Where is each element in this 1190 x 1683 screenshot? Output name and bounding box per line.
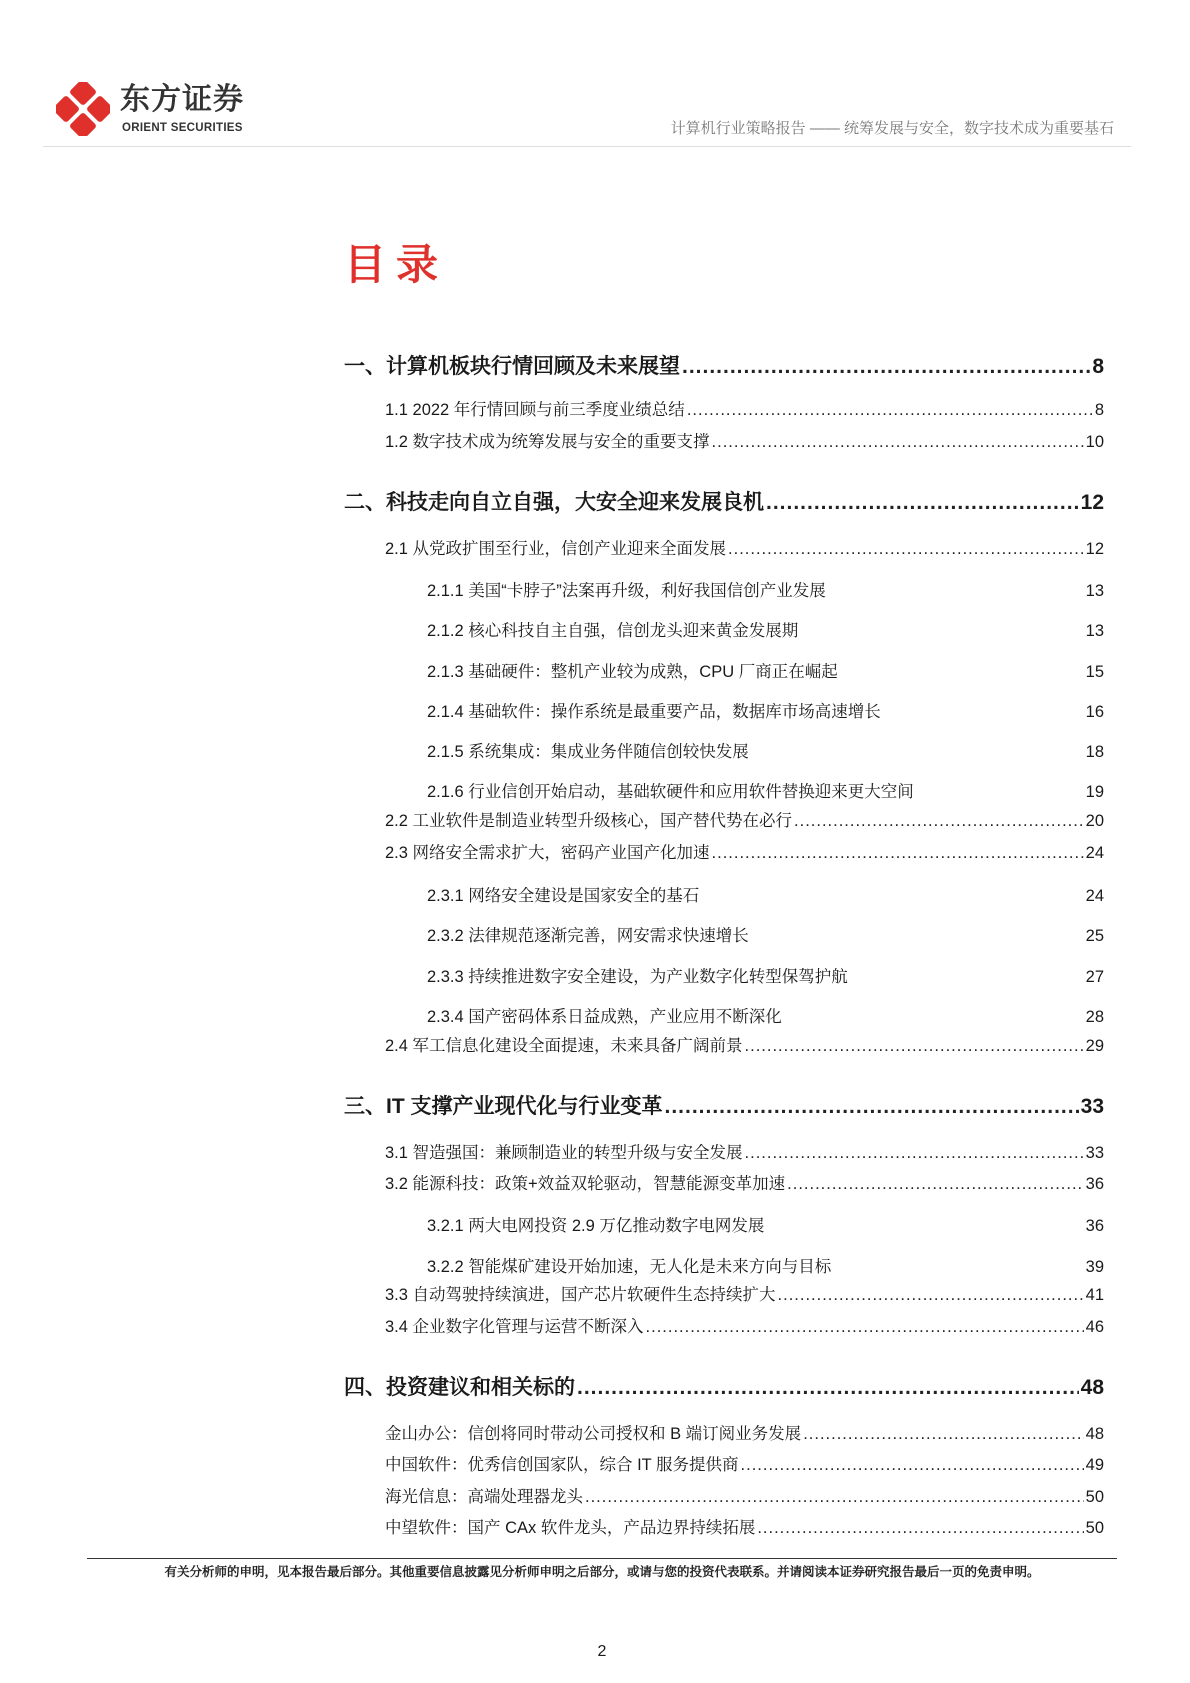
toc-entry-label: 2.1.1 美国“卡脖子”法案再升级，利好我国信创产业发展 — [427, 582, 826, 600]
toc-entry-label: 三、IT 支撑产业现代化与行业变革 — [344, 1095, 663, 1118]
toc-entry-label: 2.3.3 持续推进数字安全建设，为产业数字化转型保驾护航 — [427, 968, 848, 986]
toc-entry[interactable] — [427, 742, 1104, 763]
toc-entry[interactable] — [385, 539, 1104, 560]
report-title: 计算机行业策略报告 —— 统筹发展与安全，数字技术成为重要基石 — [670, 120, 1114, 137]
toc-entry[interactable] — [344, 1094, 1104, 1120]
toc-entry-label: 2.3 网络安全需求扩大，密码产业国产化加速 — [385, 844, 710, 862]
toc-leader-dots — [803, 1424, 1083, 1445]
toc-leader-dots — [778, 1285, 1084, 1306]
toc-entry-page: 18 — [1085, 743, 1104, 761]
toc-entry-label: 中国软件：优秀信创国家队，综合 IT 服务提供商 — [385, 1456, 739, 1474]
toc-entry[interactable] — [427, 967, 1104, 988]
orient-securities-logo-icon — [56, 82, 110, 136]
toc-entry[interactable] — [385, 432, 1104, 453]
toc-leader-dots — [712, 432, 1084, 453]
toc-entry[interactable] — [344, 1375, 1104, 1401]
toc-entry-label: 2.1.6 行业信创开始启动，基础软硬件和应用软件替换迎来更大空间 — [427, 783, 914, 801]
toc-entry-page: 13 — [1085, 622, 1104, 640]
toc-entry-label: 2.1.4 基础软件：操作系统是最重要产品，数据库市场高速增长 — [427, 703, 881, 721]
toc-entry-label: 2.1.3 基础硬件：整机产业较为成熟，CPU 厂商正在崛起 — [427, 663, 838, 681]
toc-entry-label: 2.3.1 网络安全建设是国家安全的基石 — [427, 887, 700, 905]
toc-entry[interactable] — [385, 1487, 1104, 1508]
toc-entry-page: 50 — [1085, 1488, 1104, 1506]
toc-entry-label: 四、投资建议和相关标的 — [344, 1376, 575, 1399]
toc-entry-page: 8 — [1094, 401, 1104, 419]
brand-name-en: ORIENT SECURITIES — [122, 122, 243, 134]
toc-entry-page: 25 — [1085, 927, 1104, 945]
toc-heading: 目录 — [344, 241, 449, 288]
footer-divider — [87, 1558, 1117, 1559]
toc-entry[interactable] — [385, 1424, 1104, 1445]
toc-entry[interactable] — [344, 490, 1104, 516]
toc-entry-label: 2.1 从党政扩围至行业，信创产业迎来全面发展 — [385, 540, 727, 558]
toc-entry[interactable] — [385, 400, 1104, 421]
toc-entry-label: 2.2 工业软件是制造业转型升级核心，国产替代势在必行 — [385, 812, 793, 830]
toc-leader-dots — [766, 490, 1079, 516]
toc-entry[interactable] — [427, 581, 1104, 602]
toc-leader-dots — [745, 1036, 1084, 1057]
toc-entry[interactable] — [385, 1285, 1104, 1306]
toc-entry-page: 39 — [1085, 1258, 1104, 1276]
toc-entry-page: 8 — [1092, 355, 1104, 378]
toc-entry[interactable] — [427, 886, 1104, 907]
toc-entry-label: 2.1.2 核心科技自主自强，信创龙头迎来黄金发展期 — [427, 622, 799, 640]
toc-entry-page: 33 — [1080, 1095, 1104, 1118]
toc-entry-page: 46 — [1085, 1318, 1104, 1336]
toc-entry[interactable] — [385, 843, 1104, 864]
toc-entry-page: 24 — [1085, 844, 1104, 862]
toc-entry-page: 20 — [1085, 812, 1104, 830]
toc-entry-page: 12 — [1085, 540, 1104, 558]
toc-entry-label: 二、科技走向自立自强，大安全迎来发展良机 — [344, 491, 764, 514]
toc-entry-page: 41 — [1085, 1286, 1104, 1304]
toc-leader-dots — [646, 1317, 1084, 1338]
toc-entry[interactable] — [385, 1036, 1104, 1057]
toc-entry-label: 金山办公：信创将同时带动公司授权和 B 端订阅业务发展 — [385, 1425, 802, 1443]
toc-entry-page: 12 — [1080, 491, 1104, 514]
toc-leader-dots — [745, 1143, 1084, 1164]
toc-entry-label: 3.3 自动驾驶持续演进，国产芯片软硬件生态持续扩大 — [385, 1286, 776, 1304]
toc-leader-dots — [687, 400, 1093, 421]
toc-entry-label: 2.3.2 法律规范逐渐完善，网安需求快速增长 — [427, 927, 749, 945]
toc-entry-label: 中望软件：国产 CAx 软件龙头，产品边界持续拓展 — [385, 1519, 756, 1537]
toc-entry[interactable] — [427, 662, 1104, 683]
toc-entry-page: 49 — [1085, 1456, 1104, 1474]
toc-entry-page: 24 — [1085, 887, 1104, 905]
toc-entry[interactable] — [427, 1216, 1104, 1237]
toc-entry[interactable] — [385, 811, 1104, 832]
toc-entry-page: 27 — [1085, 968, 1104, 986]
toc-entry[interactable] — [427, 1257, 1104, 1278]
toc-entry-label: 3.2.2 智能煤矿建设开始加速，无人化是未来方向与目标 — [427, 1258, 832, 1276]
toc-leader-dots — [757, 1518, 1083, 1539]
toc-entry-label: 2.1.5 系统集成：集成业务伴随信创较快发展 — [427, 743, 749, 761]
toc-entry[interactable] — [385, 1174, 1104, 1195]
toc-leader-dots — [728, 539, 1084, 560]
page-number: 2 — [597, 1643, 607, 1660]
toc-entry-page: 29 — [1085, 1037, 1104, 1055]
footer-disclaimer: 有关分析师的申明，见本报告最后部分。其他重要信息披露见分析师申明之后部分，或请与您的投资代表联系。并请阅读本证券研究报告最后一页的免责申明。 — [164, 1565, 1040, 1579]
toc-leader-dots — [682, 354, 1090, 380]
toc-entry-page: 48 — [1080, 1376, 1104, 1399]
toc-entry-page: 10 — [1085, 433, 1104, 451]
toc-leader-dots — [665, 1094, 1079, 1120]
toc-entry-label: 3.2 能源科技：政策+效益双轮驱动，智慧能源变革加速 — [385, 1175, 786, 1193]
toc-entry-page: 36 — [1085, 1175, 1104, 1193]
toc-entry-page: 50 — [1085, 1519, 1104, 1537]
toc-entry-page: 48 — [1085, 1425, 1104, 1443]
toc-entry[interactable] — [427, 1007, 1104, 1028]
toc-entry[interactable] — [385, 1317, 1104, 1338]
toc-leader-dots — [741, 1455, 1084, 1476]
toc-entry[interactable] — [385, 1518, 1104, 1539]
toc-entry[interactable] — [344, 354, 1104, 380]
toc-entry-page: 19 — [1085, 783, 1104, 801]
toc-leader-dots — [577, 1375, 1079, 1401]
toc-entry-label: 3.1 智造强国：兼顾制造业的转型升级与安全发展 — [385, 1144, 743, 1162]
toc-entry-label: 1.2 数字技术成为统筹发展与安全的重要支撑 — [385, 433, 710, 451]
toc-entry[interactable] — [385, 1143, 1104, 1164]
toc-entry-label: 海光信息：高端处理器龙头 — [385, 1488, 583, 1506]
toc-entry-label: 3.2.1 两大电网投资 2.9 万亿推动数字电网发展 — [427, 1217, 765, 1235]
toc-entry-page: 15 — [1085, 663, 1104, 681]
toc-leader-dots — [712, 843, 1084, 864]
toc-entry-page: 36 — [1085, 1217, 1104, 1235]
toc-entry-page: 16 — [1085, 703, 1104, 721]
toc-entry-page: 13 — [1085, 582, 1104, 600]
toc-entry-page: 33 — [1085, 1144, 1104, 1162]
toc-entry-page: 28 — [1085, 1008, 1104, 1026]
toc-leader-dots — [794, 811, 1084, 832]
toc-entry-label: 1.1 2022 年行情回顾与前三季度业绩总结 — [385, 401, 685, 419]
toc-leader-dots — [585, 1487, 1084, 1508]
brand-name-cn: 东方证券 — [120, 83, 244, 116]
toc-entry-label: 3.4 企业数字化管理与运营不断深入 — [385, 1318, 644, 1336]
header-divider — [43, 146, 1131, 147]
toc-entry[interactable] — [427, 621, 1104, 642]
toc-entry-label: 一、计算机板块行情回顾及未来展望 — [344, 355, 680, 378]
toc-entry[interactable] — [427, 702, 1104, 723]
toc-entry[interactable] — [385, 1455, 1104, 1476]
toc-entry-label: 2.4 军工信息化建设全面提速，未来具备广阔前景 — [385, 1037, 743, 1055]
toc-entry[interactable] — [427, 782, 1104, 803]
toc-leader-dots — [787, 1174, 1083, 1195]
toc-entry-label: 2.3.4 国产密码体系日益成熟，产业应用不断深化 — [427, 1008, 782, 1026]
toc-entry[interactable] — [427, 926, 1104, 947]
